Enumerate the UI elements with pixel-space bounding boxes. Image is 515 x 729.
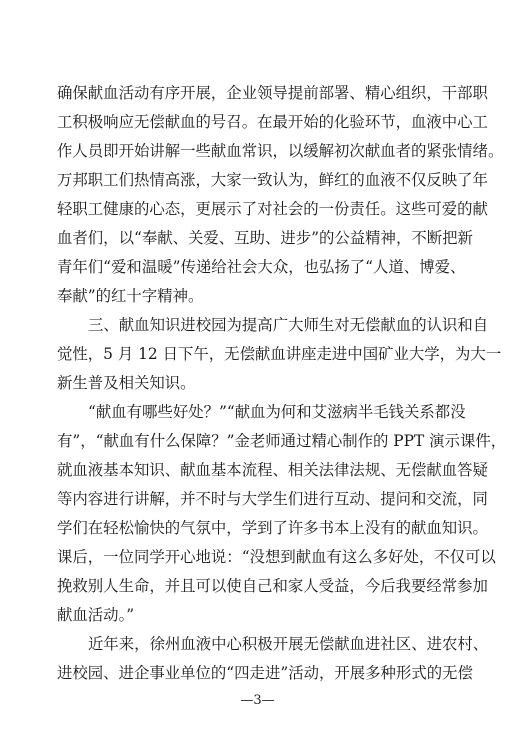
text-line: 万邦职工们热情高涨，大家一致认为，鲜红的血液不仅反映了年: [57, 171, 488, 189]
text-line: 课后，一位同学开心地说：“没想到献血有这么多好处，不仅可以: [57, 548, 496, 566]
paragraph-start-line: “献血有哪些好处？”“献血为何和艾滋病半毛钱关系都没: [88, 403, 466, 421]
text-line: 学们在轻松愉快的气氛中，学到了许多书本上没有的献血知识。: [57, 519, 488, 537]
text-line: 工积极响应无偿献血的号召。在最开始的化验环节，血液中心工: [57, 113, 488, 131]
text-line: 确保献血活动有序开展，企业领导提前部署、精心组织，干部职: [57, 84, 488, 102]
text-line: 就血液基本知识、献血基本流程、相关法律法规、无偿献血答疑: [57, 461, 488, 479]
page-number: —3—: [240, 693, 275, 708]
text-line: 等内容进行讲解，并不时与大学生们进行互动、提问和交流，同: [57, 490, 488, 508]
text-line: 新生普及相关知识。: [57, 374, 196, 392]
section-heading-line: 三、献血知识进校园为提高广大师生对无偿献血的认识和自: [88, 316, 489, 334]
text-line: 奉献”的红十字精神。: [57, 287, 204, 305]
text-line: 有”，“献血有什么保障？”金老师通过精心制作的 PPT 演示课件，: [57, 432, 507, 450]
text-line: 挽救别人生命，并且可以使自己和家人受益，今后我要经常参加: [57, 577, 488, 595]
text-line: 血者们，以“奉献、关爱、互助、进步”的公益精神，不断把新: [57, 229, 473, 247]
text-line: 觉性，5 月 12 日下午，无偿献血讲座走进中国矿业大学，为大一: [57, 345, 502, 363]
text-line: 作人员即开始讲解一些献血常识，以缓解初次献血者的紧张情绪。: [57, 142, 504, 160]
text-line: 青年们“爱和温暖”传递给社会大众，也弘扬了“人道、博爱、: [57, 258, 466, 276]
text-line: 献血活动。”: [57, 606, 135, 624]
text-line: 轻职工健康的心态，更展示了对社会的一份责任。这些可爱的献: [57, 200, 488, 218]
paragraph-start-line: 近年来，徐州血液中心积极开展无偿献血进社区、进农村、: [88, 635, 489, 653]
text-line: 进校园、进企事业单位的“四走进”活动，开展多种形式的无偿: [57, 664, 473, 682]
